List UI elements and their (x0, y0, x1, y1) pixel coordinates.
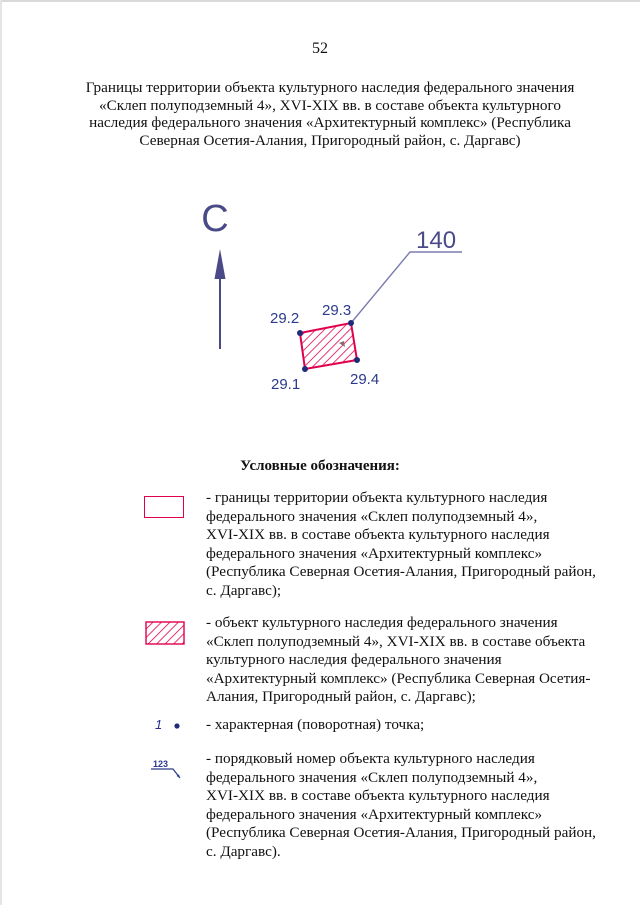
title-line: «Склеп полуподземный 4», XVI-XIX вв. в составе объекта культурного (99, 96, 561, 114)
site-map (0, 0, 640, 420)
title-line: Границы территории объекта культурного наследия федерального значения (85, 79, 575, 96)
legend-line: с. Даргавс); (206, 581, 282, 599)
legend-number-label: 123 (153, 759, 169, 769)
legend-item-boundary (206, 489, 601, 601)
legend-line: федерального значения «Склеп полуподземный 4», (206, 768, 538, 786)
legend-title: Условные обозначения: (240, 458, 400, 474)
turning-point (354, 357, 360, 363)
title-line: Северная Осетия-Алания, Пригородный район, с. Даргавс) (139, 131, 521, 149)
legend-line: «Архитектурный комплекс» (Республика Северная Осетия- (206, 669, 591, 687)
legend-boundary-symbol (144, 496, 184, 518)
object-number: 140 (416, 227, 457, 254)
page-number: 52 (312, 40, 328, 57)
legend-line: с. Даргавс). (206, 842, 281, 860)
point-label: 29.3 (322, 302, 352, 319)
legend-line: (Республика Северная Осетия-Алания, Пригородный район, (206, 824, 596, 842)
leader-arrow-icon (147, 756, 187, 782)
point-dot-icon (147, 717, 187, 735)
legend-item-object (206, 614, 601, 707)
legend-line: Алания, Пригородный район, с. Даргавс); (206, 688, 476, 706)
legend-line: (Республика Северная Осетия-Алания, Пригородный район, (206, 563, 596, 581)
point-label: 29.1 (271, 376, 301, 393)
turning-point (297, 330, 303, 336)
turning-point (302, 366, 308, 372)
legend-line: - порядковый номер объекта культурного наследия (206, 750, 535, 767)
legend-line: - границы территории объекта культурного наследия (206, 489, 548, 506)
legend-hatched-symbol (145, 621, 185, 645)
point-label: 29.4 (350, 371, 380, 388)
legend-line: федерального значения «Архитектурный комплекс» (206, 805, 543, 823)
title-line: наследия федерального значения «Архитектурный комплекс» (Республика (89, 114, 571, 131)
legend-line: XVI-XIX вв. в составе объекта культурного наследия (206, 787, 550, 805)
turning-point (348, 320, 354, 326)
legend-number-symbol (147, 756, 187, 782)
legend-line: XVI-XIX вв. в составе объекта культурного наследия (206, 526, 550, 544)
legend-line: - характерная (поворотная) точка; (206, 716, 425, 733)
legend-line: федерального значения «Склеп полуподземный 4», (206, 507, 538, 525)
legend-line: - объект культурного наследия федерального значения (206, 614, 558, 631)
legend-line: культурного наследия федерального значения (206, 651, 502, 669)
object-boundary-polygon (300, 323, 357, 369)
legend-item-point (206, 716, 601, 735)
legend-line: федерального значения «Архитектурный комплекс» (206, 544, 543, 562)
legend-line: «Склеп полуподземный 4», XVI-XIX вв. в составе объекта (206, 632, 586, 650)
north-arrow-head (215, 249, 226, 279)
object-number-leader (351, 252, 462, 323)
legend-point-symbol (147, 717, 187, 735)
legend-item-number (206, 750, 601, 862)
point-label: 29.2 (270, 310, 300, 327)
north-letter: С (201, 198, 229, 240)
legend-point-number: 1 (155, 717, 163, 732)
